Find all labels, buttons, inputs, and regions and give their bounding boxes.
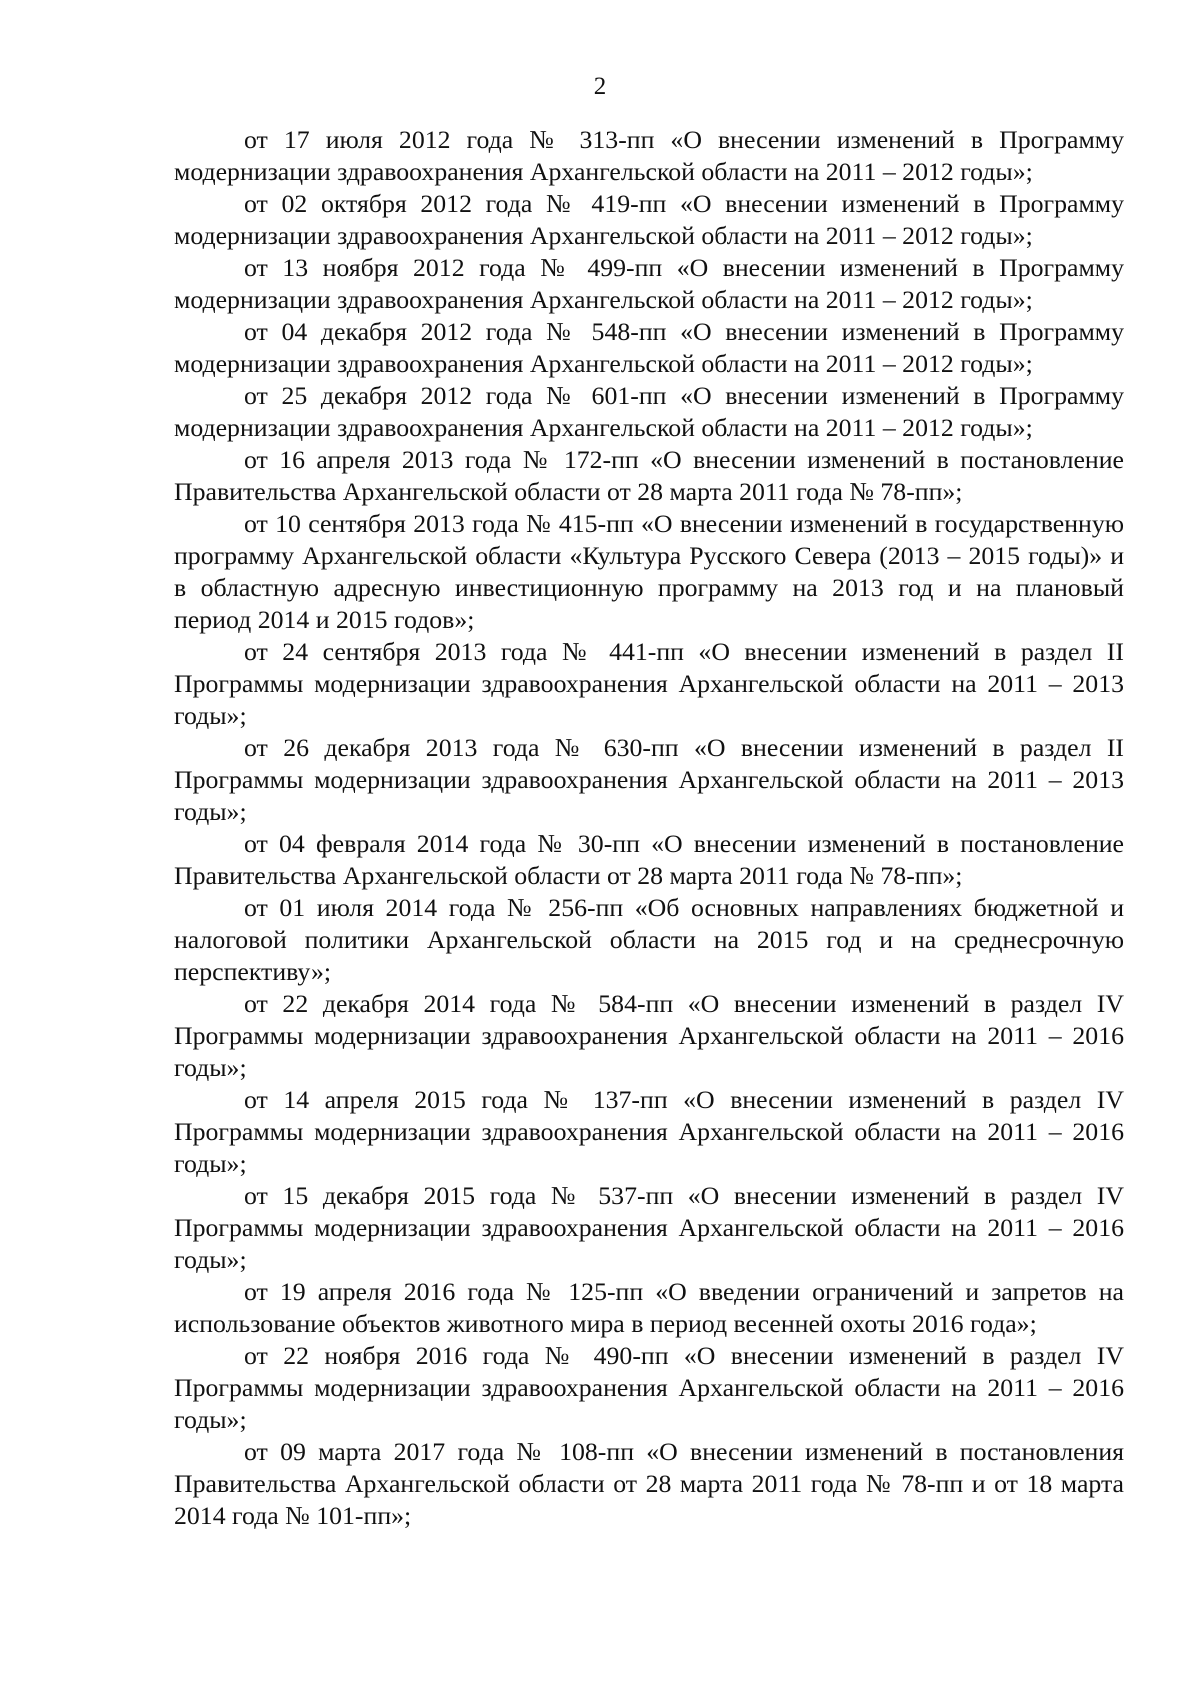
list-item: от 02 октября 2012 года № 419-пп «О внесении изменений в Программу модернизации здравоохранения Архангельской области на 2011 – 2012 годы»; xyxy=(174,189,1124,250)
list-item: от 13 ноября 2012 года № 499-пп «О внесении изменений в Программу модернизации здравоохранения Архангельской области на 2011 – 2012 годы»; xyxy=(174,253,1124,314)
list-item: от 15 декабря 2015 года № 537-пп «О внесении изменений в раздел IV Программы модернизации здравоохранения Архангельской области на 2011 – 2016 годы»; xyxy=(174,1181,1124,1274)
list-item: от 09 марта 2017 года № 108-пп «О внесении изменений в постановления Правительства Архангельской области от 28 марта 2011 года № 78-пп и от 18 марта 2014 года № 101-пп»; xyxy=(174,1437,1124,1530)
list-item: от 04 февраля 2014 года № 30-пп «О внесении изменений в постановление Правительства Архангельской области от 28 марта 2011 года № 78-пп»; xyxy=(174,829,1124,890)
list-item: от 25 декабря 2012 года № 601-пп «О внесении изменений в Программу модернизации здравоохранения Архангельской области на 2011 – 2012 годы»; xyxy=(174,381,1124,442)
list-item: от 01 июля 2014 года № 256-пп «Об основных направлениях бюджетной и налоговой политики Архангельской области на 2015 год и на среднесрочную перспективу»; xyxy=(174,893,1124,986)
list-item: от 24 сентября 2013 года № 441-пп «О внесении изменений в раздел II Программы модернизации здравоохранения Архангельской области на 2011 – 2013 годы»; xyxy=(174,637,1124,730)
list-item: от 22 декабря 2014 года № 584-пп «О внесении изменений в раздел IV Программы модернизации здравоохранения Архангельской области на 2011 – 2016 годы»; xyxy=(174,989,1124,1082)
list-item: от 26 декабря 2013 года № 630-пп «О внесении изменений в раздел II Программы модернизации здравоохранения Архангельской области на 2011 – 2013 годы»; xyxy=(174,733,1124,826)
list-item: от 10 сентября 2013 года № 415-пп «О внесении изменений в государственную программу Архангельской области «Культура Русского Севера (2013 – 2015 годы)» и в областную адресную инвестиционную программу на 2013 год и на плановый период 2014 и 2015 годов»; xyxy=(174,509,1124,634)
page-number: 2 xyxy=(593,73,607,100)
list-item: от 22 ноября 2016 года № 490-пп «О внесении изменений в раздел IV Программы модернизации здравоохранения Архангельской области на 2011 – 2016 годы»; xyxy=(174,1341,1124,1434)
list-item: от 16 апреля 2013 года № 172-пп «О внесении изменений в постановление Правительства Архангельской области от 28 марта 2011 года № 78-пп»; xyxy=(174,445,1124,506)
document-body xyxy=(174,124,1124,1532)
list-item: от 17 июля 2012 года № 313-пп «О внесении изменений в Программу модернизации здравоохранения Архангельской области на 2011 – 2012 годы»; xyxy=(174,125,1124,186)
list-item: от 14 апреля 2015 года № 137-пп «О внесении изменений в раздел IV Программы модернизации здравоохранения Архангельской области на 2011 – 2016 годы»; xyxy=(174,1085,1124,1178)
list-item: от 04 декабря 2012 года № 548-пп «О внесении изменений в Программу модернизации здравоохранения Архангельской области на 2011 – 2012 годы»; xyxy=(174,317,1124,378)
list-item: от 19 апреля 2016 года № 125-пп «О введении ограничений и запретов на использование объектов животного мира в период весенней охоты 2016 года»; xyxy=(174,1277,1124,1338)
